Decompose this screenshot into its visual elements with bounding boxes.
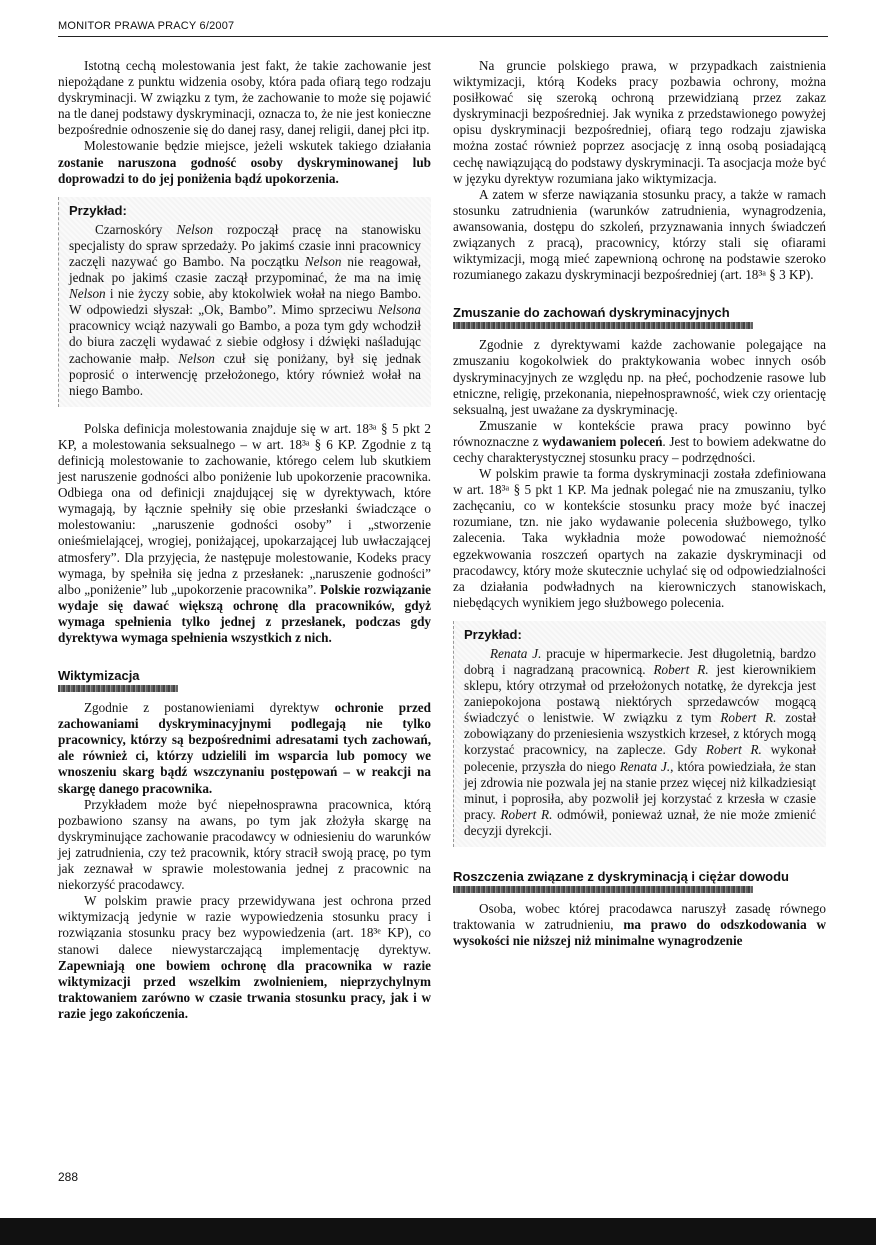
- paragraph: Na gruncie polskiego prawa, w przypadkach zaistnienia wiktymizacji, którą Kodeks pracy pozbawia ochrony, można posiłkować się szeroką ochroną przewidzianą przez zakaz dyskryminacji bezpośredniej. Jak wynika z przedstawionego powyżej opisu dyskryminacji bezpośredniej, ofiarą tego rodzaju zjawiska można zostać również poprzez asocjację z inną osobą posiadającą cechę nawiązującą do podstawy dyskryminacji. Ta asocjacja może być w języku dyrektyw rozumiana jako wiktymizacja.: [453, 58, 826, 186]
- section-heading: Zmuszanie do zachowań dyskryminacyjnych: [453, 305, 730, 321]
- right-column: [453, 58, 826, 949]
- running-header: MONITOR PRAWA PRACY 6/2007: [58, 20, 235, 32]
- heading-underline: [453, 322, 753, 329]
- paragraph: Polska definicja molestowania znajduje się w art. 18³ᵃ § 5 pkt 2 KP, a molestowania seksualnego – w art. 18³ᵃ § 6 KP. Zgodnie z tą definicją molestowanie to zachowanie, którego celem lub skutkiem jest naruszenie godności albo poniżenie lub upokorzenie pracownika. Odbiega ona od definicji znajdującej się w dyrektywach, które wymagają, by łącznie spełniły się obie przesłanki świadczące o molestowaniu: „naruszenie godności osoby” i „stworzenie onieśmielającej, wrogiej, poniżającej, upokarzającej lub uwłaczającej atmosfery”. Dla przyjęcia, że następuje molestowanie, Kodeks pracy wymaga, by spełniła się jedna z przesłanek: „naruszenie godności” albo „poniżenie” lub „upokorzenie pracownika”. Polskie rozwiązanie wydaje się dawać większą ochronę dla pracowników, gdyż wymaga spełnienia tylko jednej z przesłanek, podczas gdy dyrektywa wymaga spełnienia wszystkich z nich.: [58, 420, 431, 645]
- example-box: [58, 197, 431, 407]
- bold-text: wydawaniem poleceń: [542, 433, 663, 449]
- left-column: [58, 58, 431, 1022]
- section-heading: Roszczenia związane z dyskryminacją i ciężar dowodu: [453, 869, 789, 885]
- paragraph: Osoba, wobec której pracodawca naruszył zasadę równego traktowania w zatrudnieniu, ma prawo do odszkodowania w wysokości nie niższej niż minimalne wynagrodzenie: [453, 901, 826, 949]
- paragraph: W polskim prawie pracy przewidywana jest ochrona przed wiktymizacją jedynie w razie wypowiedzenia stosunku pracy i rozwiązania stosunku pracy bez wypowiedzenia (art. 18³ᵉ KP), co stanowi dalece niewystarczającą implementację dyrektyw. Zapewniają one bowiem ochronę dla pracownika w razie wiktymizacji przed wszelkim zwolnieniem, nieprzychylnym traktowaniem zarówno w czasie trwania stosunku pracy, jak i w razie jego zakończenia.: [58, 893, 431, 1021]
- paragraph: A zatem w sferze nawiązania stosunku pracy, a także w ramach stosunku zatrudnienia (warunków zatrudnienia, wynagrodzenia, awansowania, dostępu do szkoleń, przyznawania innych świadczeń związanych z pracą), pracownicy, którzy stali się ofiarami wiktymizacji, mogą mieć zapewnioną ochronę na podstawie szeroko rozumianego zakazu dyskryminacji bezpośredniej (art. 18³ᵃ § 3 KP).: [453, 186, 826, 283]
- paragraph: [58, 138, 431, 186]
- paragraph: W polskim prawie ta forma dyskryminacji została zdefiniowana w art. 18³ᵃ § 5 pkt 1 KP. Ma jednak polegać nie na zmuszaniu, tylko zachęcaniu, co w kontekście stosunku pracy może być inaczej rozumiane, tzn. nie jako wydawanie polecenia służbowego, tylko zalecenia. Taka wykładnia może powodować niemożność egzekwowania roszczeń opartych na zakazie dyskryminacji od pracodawcy, który może skutecznie uchylać się od odpowiedzialności za działania podwładnych na kierowniczych stanowiskach, niebędących wynikiem jego służbowego polecenia.: [453, 466, 826, 610]
- scan-edge: [0, 1218, 876, 1245]
- paragraph: Zgodnie z postanowieniami dyrektyw ochronie przed zachowaniami dyskryminacyjnymi podlegają nie tylko pracownicy, którzy są bezpośrednimi adresatami tych zachowań, ale również ci, którzy udzielili im wsparcia lub pomocy we wnoszeniu skarg bądź wszczynaniu postępowań – w reakcji na skargę danego pracownika.: [58, 700, 431, 796]
- paragraph: Zmuszanie w kontekście prawa pracy powinno być równoznaczne z wydawaniem poleceń. Jest to bowiem adekwatne do cechy charakterystycznej stosunku pracy – podrzędności.: [453, 417, 826, 465]
- page-number: 288: [58, 1170, 79, 1184]
- bold-text: ma prawo do odszkodowania w wysokości nie niższej niż minimalne wynagrodzenie: [453, 917, 826, 949]
- example-text: Czarnoskóry Nelson rozpoczął pracę na stanowisku specjalisty do spraw sprzedaży. Po jakimś czasie inni pracownicy zaczęli nazywać go Bambo. Na początku Nelson nie reagował, jednak po jakimś czasie zaczął przypominać, że ma na imię Nelson i nie życzy sobie, aby ktokolwiek wołał na niego Bambo. W odpowiedzi słyszał: „Ok, Bambo”. Mimo sprzeciwu Nelsona pracownicy wciąż nazywali go Bambo, a poza tym gdy wchodził do biura zaczęli wydawać z siebie odgłosy i dźwięki naśladując zachowanie małp. Nelson czuł się poniżany, był się jednak poprosić o interwencję przełożonego, który również wołał na niego Bambo.: [69, 221, 422, 398]
- example-box: [453, 621, 826, 847]
- bold-text: zostanie naruszona godność osoby dyskryminowanej lub doprowadzi to do jej poniżenia bądź upokorzenia.: [58, 154, 431, 186]
- example-text: Renata J. pracuje w hipermarkecie. Jest długoletnią, bardzo dobrą i nagradzaną pracownicą. Robert R. jest kierownikiem sklepu, który otrzymał od przełożonych notatkę, że dyrekcja jest zaniepokojona postawą niektórych sprzedawców mogącą świadczyć o lenistwie. W związku z tym Robert R. został zobowiązany do przeniesienia wszystkich krzeseł, z których mogą korzystać pracownicy, na zaplecze. Gdy Robert R. wykonał polecenie, przyszła do niego Renata J., która powiedziała, że stan jej zdrowia nie pozwala jej na stanie przez więcej niż kilkadziesiąt minut, i poprosiła, aby pozwolił jej korzystać z krzesła w czasie pracy. Robert R. odmówił, ponieważ uznał, że nie może zmienić decyzji dyrekcji.: [464, 645, 817, 838]
- example-label: Przykład:: [464, 626, 522, 642]
- bold-text: Zapewniają one bowiem ochronę dla pracownika w razie wiktymizacji przed wszelkim zwolnieniem, nieprzychylnym traktowaniem zarówno w czasie trwania stosunku pracy, jak i w razie jego zakończenia.: [58, 957, 431, 1021]
- paragraph: Zgodnie z dyrektywami każde zachowanie polegające na zmuszaniu kogokolwiek do praktykowania wobec innych osób dyskryminacyjnych ze względu np. na płeć, pochodzenie rasowe lub etniczne, religię, przekonania, niepełnosprawność, wiek czy orientację seksualną, jest uważane za dyskryminację.: [453, 337, 826, 417]
- heading-underline: [453, 886, 753, 893]
- section-heading: Wiktymizacja: [58, 668, 140, 684]
- bold-text: ochronie przed zachowaniami dyskryminacyjnymi podlegają nie tylko pracownicy, którzy są bezpośrednimi adresatami tych zachowań, ale również ci, którzy udzielili im wsparcia lub pomocy we wnoszeniu skarg bądź wszczynaniu postępowań – w reakcji na skargę danego pracownika.: [58, 700, 431, 796]
- paragraph: Istotną cechą molestowania jest fakt, że takie zachowanie jest niepożądane z punktu widzenia osoby, która pada ofiarą tego rodzaju dyskryminacji. W związku z tym, że zachowanie to może się pojawić na tle danej podstawy dyskryminacji, oznacza to, że nie jest konieczne bezpośrednie odnoszenie się do danej rasy, danej religii, danej płci itp.: [58, 58, 431, 138]
- example-label: Przykład:: [69, 202, 127, 218]
- text-span: Molestowanie będzie miejsce, jeżeli wskutek takiego działania: [84, 138, 431, 154]
- header-rule: [58, 36, 828, 37]
- heading-underline: [58, 685, 178, 692]
- bold-text: Polskie rozwiązanie wydaje się dawać większą ochronę dla pracowników, gdyż wymaga spełnienia tylko jednej z przesłanek, podczas gdy dyrektywa wymaga spełnienia wszystkich z nich.: [58, 581, 431, 645]
- paragraph: Przykładem może być niepełnosprawna pracownica, którą pozbawiono szansy na awans, po tym jak złożyła skargę na dyskryminujące zachowanie pracodawcy w odniesieniu do warunków jej zatrudnienia, czy też pracownik, który stracił swoją pracę, po tym jak zeznawał w sprawie molestowania jednej z pracownic na niekorzyść pracodawcy.: [58, 796, 431, 893]
